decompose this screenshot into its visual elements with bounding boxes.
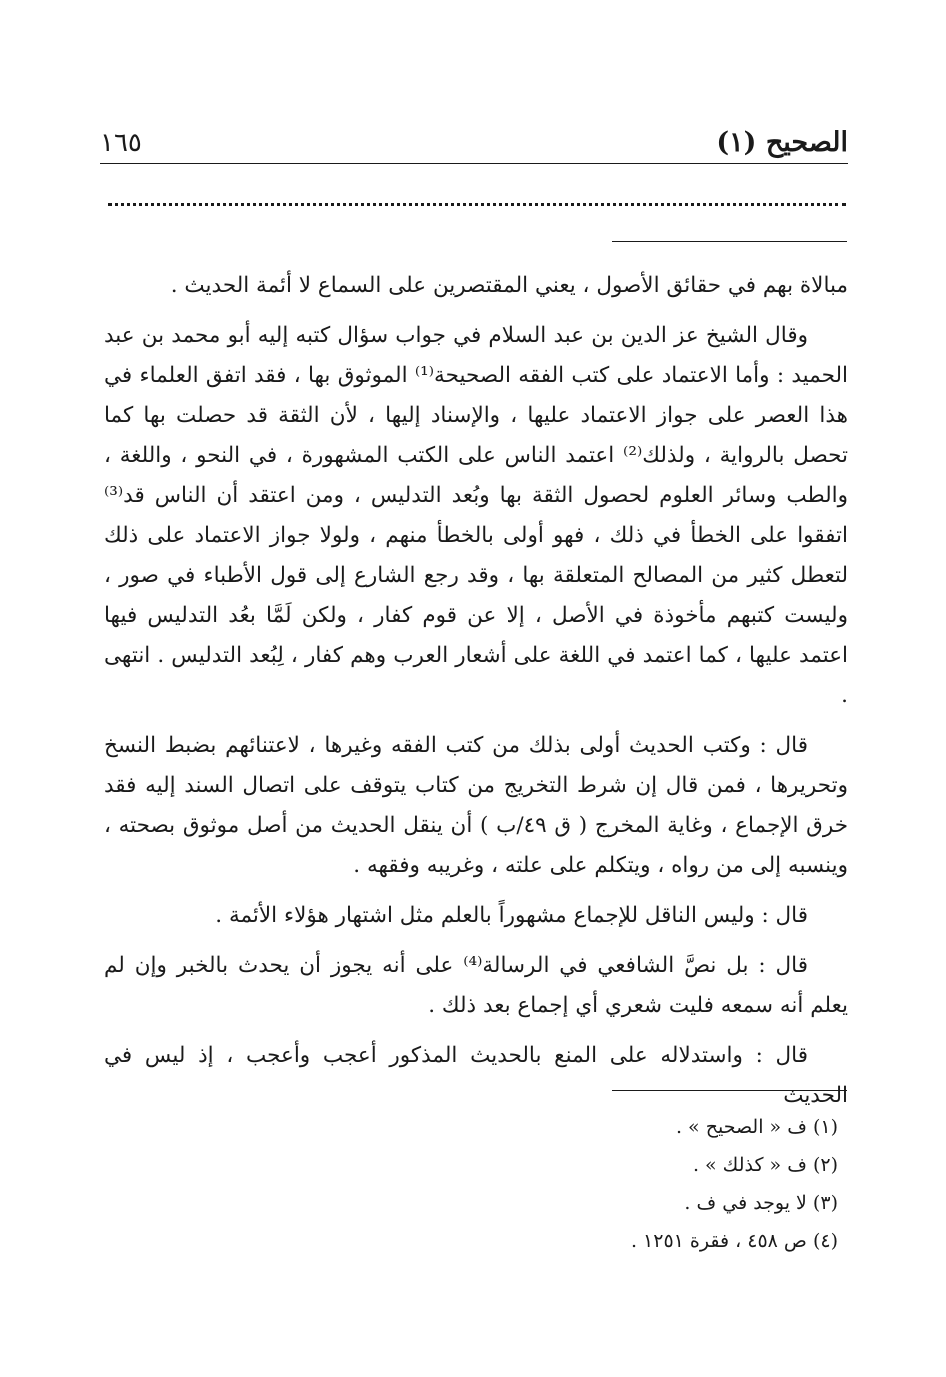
dotted-separator [108, 203, 846, 206]
footnote: (٤) ص ٤٥٨ ، فقرة ١٢٥١ . [630, 1230, 838, 1252]
body-text [104, 266, 848, 1116]
footnote: (٢) ف « كذلك » . [692, 1154, 838, 1176]
footnote: (٣) لا يوجد في ف . [684, 1192, 838, 1214]
paragraph: قال : واستدلاله على المنع بالحديث المذكور أعجب وأعجب ، إذ ليس في الحديث [104, 1043, 848, 1108]
page-number: ١٦٥ [100, 128, 142, 158]
continuation-rule [612, 241, 847, 242]
footnote-rule [612, 1090, 847, 1091]
paragraph: قال : وكتب الحديث أولى بذلك من كتب الفقه وغيرها ، لاعتنائهم بضبط النسخ وتحريرها ، فمن قال إن شرط التخريج من كتاب يتوقف على اتصال السند إليه فقد خرق الإجماع ، وغاية المخرج ( ق ٤٩/ب ) أن ينقل الحديث من أصل موثوق بصحته ، وينسبه إلى من رواه ، ويتكلم على علته ، وغريبه وفقهه . [104, 733, 849, 878]
page-header [100, 118, 848, 162]
paragraph: وقال الشيخ عز الدين بن عبد السلام في جواب سؤال كتبه إليه أبو محمد بن عبد الحميد : وأما الاعتماد على كتب الفقه الصحيحة⁽¹⁾ الموثوق بها ، فقد اتفق العلماء في هذا العصر على جواز الاعتماد عليها ، والإسناد إليها ، لأن الثقة قد حصلت بها كما تحصل بالرواية ، ولذلك⁽²⁾ اعتمد الناس على الكتب المشهورة ، في النحو ، واللغة ، والطب وسائر العلوم لحصول الثقة بها وبُعد التدليس ، ومن اعتقد أن الناس قد⁽³⁾ اتفقوا على الخطأ في ذلك ، فهو أولى بالخطأ منهم ، ولولا جواز الاعتماد على ذلك لتعطل كثير من المصالح المتعلقة بها ، وقد رجع الشارع إلى قول الأطباء في صور ، وليست كتبهم مأخوذة في الأصل ، إلا عن قوم كفار ، ولكن لَمَّا بعُد التدليس فيها اعتمد عليها ، كما اعتمد في اللغة على أشعار العرب وهم كفار ، لِبُعد التدليس . انتهى . [104, 323, 848, 708]
paragraph: قال : وليس الناقل للإجماع مشهوراً بالعلم مثل اشتهار هؤلاء الأئمة . [215, 903, 808, 928]
footnote: (١) ف « الصحيح » . [675, 1116, 838, 1138]
header-rule [100, 163, 848, 164]
running-title: (١) الصحيح [716, 127, 848, 158]
paragraph: مبالاة بهم في حقائق الأصول ، يعني المقتصرين على السماع لا أئمة الحديث . [170, 273, 848, 298]
footnotes [104, 1108, 838, 1260]
paragraph: قال : بل نصَّ الشافعي في الرسالة⁽⁴⁾ على أنه يجوز أن يحدث بالخبر وإن لم يعلم أنه سمعه فليت شعري أي إجماع بعد ذلك . [104, 953, 848, 1018]
